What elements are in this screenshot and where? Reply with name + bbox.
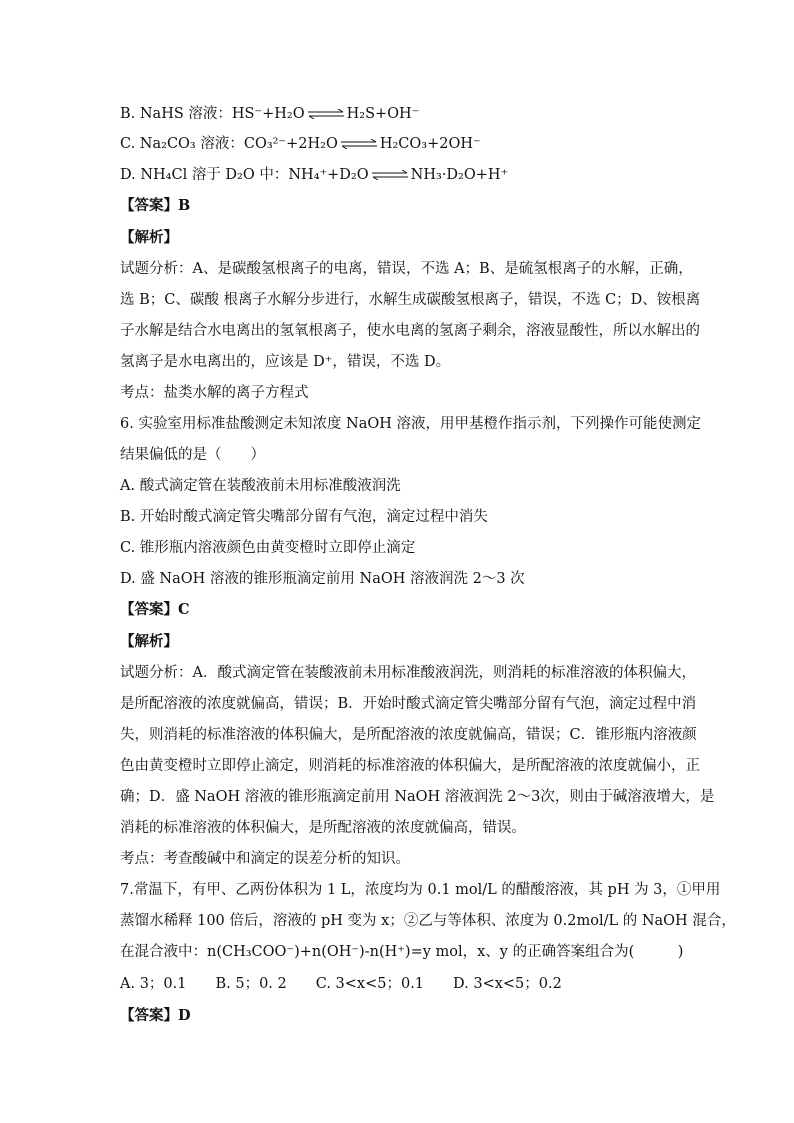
q6-analysis-line: 消耗的标准溶液的体积偏大，是所配溶液的浓度就偏高，错误。 — [120, 820, 526, 836]
q6-stem-line: 6. 实验室用标准盐酸测定未知浓度 NaOH 溶液，用甲基橙作指示剂，下列操作可能使测定 — [120, 416, 702, 432]
q6-option-c: C. 锥形瓶内溶液颜色由黄变橙时立即停止滴定 — [120, 540, 416, 556]
equation-left: B. NaHS 溶液：HS⁻+H₂O — [120, 106, 305, 122]
q7-stem-line: 在混合液中：n(CH₃COO⁻)+n(OH⁻)-n(H⁺)=y mol，x、y 的正确答案组合为( ) — [120, 944, 684, 960]
q6-stem-line: 结果偏低的是（ ） — [120, 447, 265, 463]
q6-analysis-line: 色由黄变橙时立即停止滴定，则消耗的标准溶液的体积偏大，是所配溶液的浓度就偏小，正 — [120, 758, 700, 774]
equation-right: NH₃·D₂O+H⁺ — [410, 167, 509, 183]
q7-stem-line: 蒸馏水稀释 100 倍后，溶液的 pH 变为 x；②乙与等体积、浓度为 0.2mol/L 的 NaOH 混合， — [120, 913, 736, 929]
q6-option-b: B. 开始时酸式滴定管尖嘴部分留有气泡，滴定过程中消失 — [120, 509, 488, 525]
option-b-equation — [120, 104, 419, 124]
equation-right: H₂CO₃+2OH⁻ — [379, 136, 481, 152]
q7-answer: 【答案】D — [120, 1007, 191, 1024]
q7-stem-line: 7.常温下，有甲、乙两份体积为 1 L，浓度均为 0.1 mol/L 的醋酸溶液，其 pH 为 3，①甲用 — [120, 882, 721, 898]
q6-kaodian: 考点：考查酸碱中和滴定的误差分析的知识。 — [120, 851, 410, 867]
equation-left: D. NH₄Cl 溶于 D₂O 中：NH₄⁺+D₂O — [120, 167, 369, 183]
equilibrium-arrow-icon — [371, 170, 409, 180]
q6-analysis-line: 是所配溶液的浓度就偏高，错误；B．开始时酸式滴定管尖嘴部分留有气泡，滴定过程中消 — [120, 696, 697, 712]
q5-analysis-label: 【解析】 — [120, 229, 178, 246]
equilibrium-arrow-icon — [307, 109, 345, 119]
q6-answer: 【答案】C — [120, 601, 190, 618]
q7-options: A. 3；0.1 B. 5；0. 2 C. 3<x<5；0.1 D. 3<x<5；0.2 — [120, 976, 562, 992]
q5-analysis-line: 选 B；C、碳酸 根离子水解分步进行，水解生成碳酸氢根离子，错误，不选 C；D、铵根离 — [120, 292, 701, 308]
q5-analysis-line: 氢离子是水电离出的，应该是 D⁺，错误，不选 D。 — [120, 354, 451, 370]
q6-option-a: A. 酸式滴定管在装酸液前未用标准酸液润洗 — [120, 478, 401, 494]
equation-right: H₂S+OH⁻ — [346, 106, 420, 122]
q5-analysis-line: 试题分析：A、是碳酸氢根离子的电离，错误，不选 A；B、是硫氢根离子的水解，正确， — [120, 261, 693, 277]
q6-analysis-line: 失，则消耗的标准溶液的体积偏大，是所配溶液的浓度就偏高，错误；C．锥形瓶内溶液颜 — [120, 727, 697, 743]
q6-analysis-label: 【解析】 — [120, 633, 178, 650]
q5-answer: 【答案】B — [120, 197, 191, 214]
q5-kaodian: 考点：盐类水解的离子方程式 — [120, 385, 309, 401]
option-d-equation — [120, 165, 508, 185]
q6-option-d: D. 盛 NaOH 溶液的锥形瓶滴定前用 NaOH 溶液润洗 2～3 次 — [120, 571, 525, 587]
equilibrium-arrow-icon — [340, 139, 378, 149]
equation-left: C. Na₂CO₃ 溶液：CO₃²⁻+2H₂O — [120, 136, 338, 152]
q6-analysis-line: 确；D．盛 NaOH 溶液的锥形瓶滴定前用 NaOH 溶液润洗 2～3次，则由于碱溶液增大，是 — [120, 789, 715, 805]
option-c-equation — [120, 134, 481, 154]
q5-analysis-line: 子水解是结合水电离出的氢氧根离子，使水电离的氢离子剩余，溶液显酸性，所以水解出的 — [120, 323, 700, 339]
q6-analysis-line: 试题分析：A．酸式滴定管在装酸液前未用标准酸液润洗，则消耗的标准溶液的体积偏大， — [120, 665, 696, 681]
